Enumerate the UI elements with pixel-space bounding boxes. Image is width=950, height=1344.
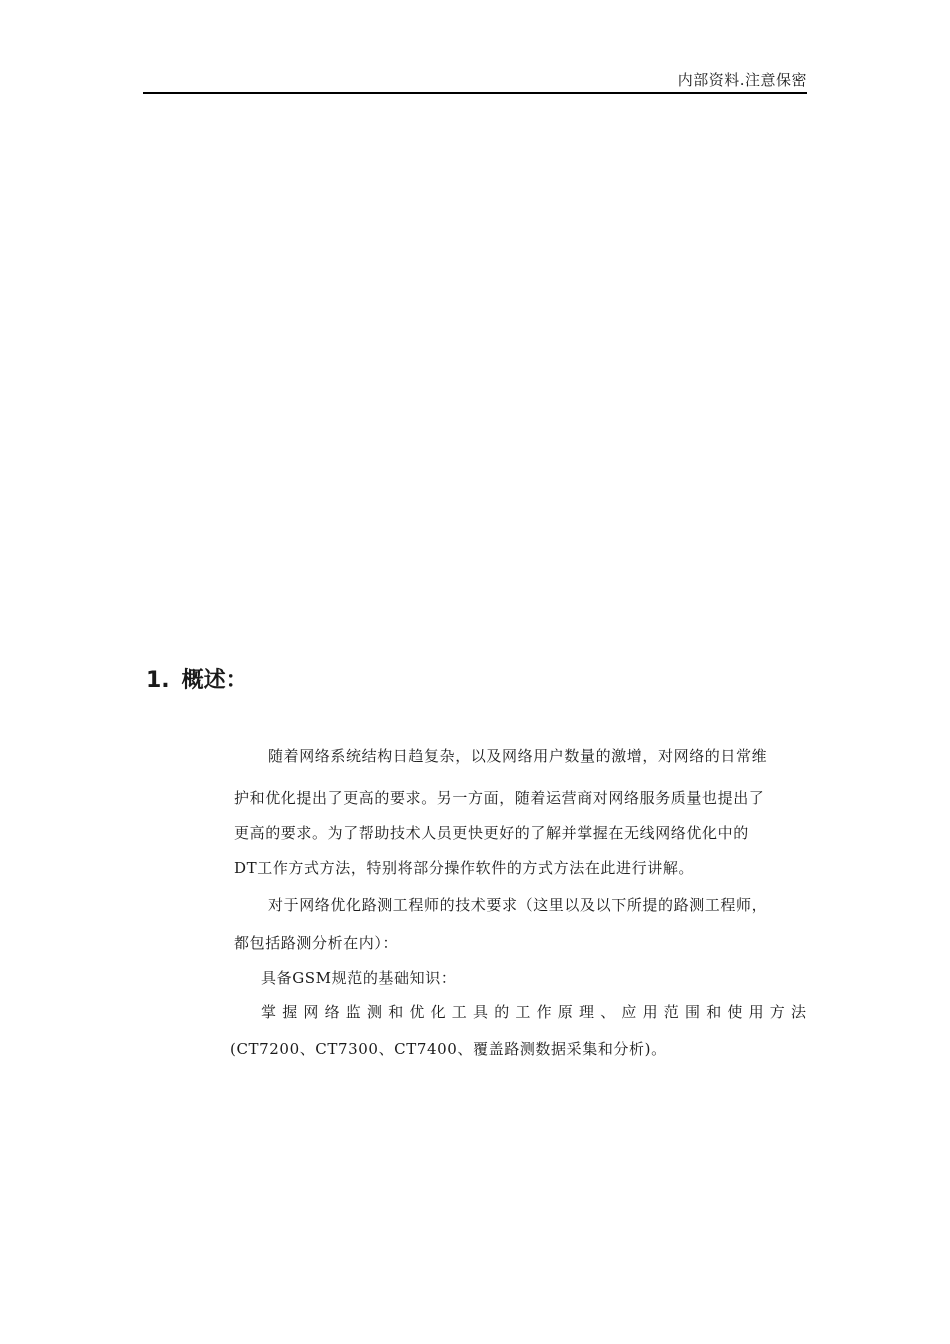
paragraph-line: 更高的要求。为了帮助技术人员更快更好的了解并掌握在无线网络优化中的 <box>234 824 749 842</box>
section-heading <box>146 663 248 694</box>
paragraph-line: DT工作方式方法，特别将部分操作软件的方式方法在此进行讲解。 <box>234 859 695 877</box>
paragraph-line: 具备GSM规范的基础知识： <box>261 969 457 987</box>
paragraph-line: 对于网络优化路测工程师的技术要求（这里以及以下所提的路测工程师， <box>268 896 768 914</box>
section-number: 1. <box>146 668 170 693</box>
paragraph-line: 掌握网络监测和优化工具的工作原理、应用范围和使用方法 <box>261 1003 806 1021</box>
paragraph-line: 都包括路测分析在内）： <box>234 934 399 952</box>
paragraph-line: 随着网络系统结构日趋复杂，以及网络用户数量的激增，对网络的日常维 <box>268 747 768 765</box>
page-header <box>143 68 807 94</box>
paragraph-line: (CT7200、CT7300、CT7400、覆盖路测数据采集和分析)。 <box>230 1040 667 1058</box>
header-confidential-label: 内部资料.注意保密 <box>677 71 807 89</box>
section-title: 概述： <box>181 668 248 693</box>
paragraph-line: 护和优化提出了更高的要求。另一方面，随着运营商对网络服务质量也提出了 <box>234 789 765 807</box>
